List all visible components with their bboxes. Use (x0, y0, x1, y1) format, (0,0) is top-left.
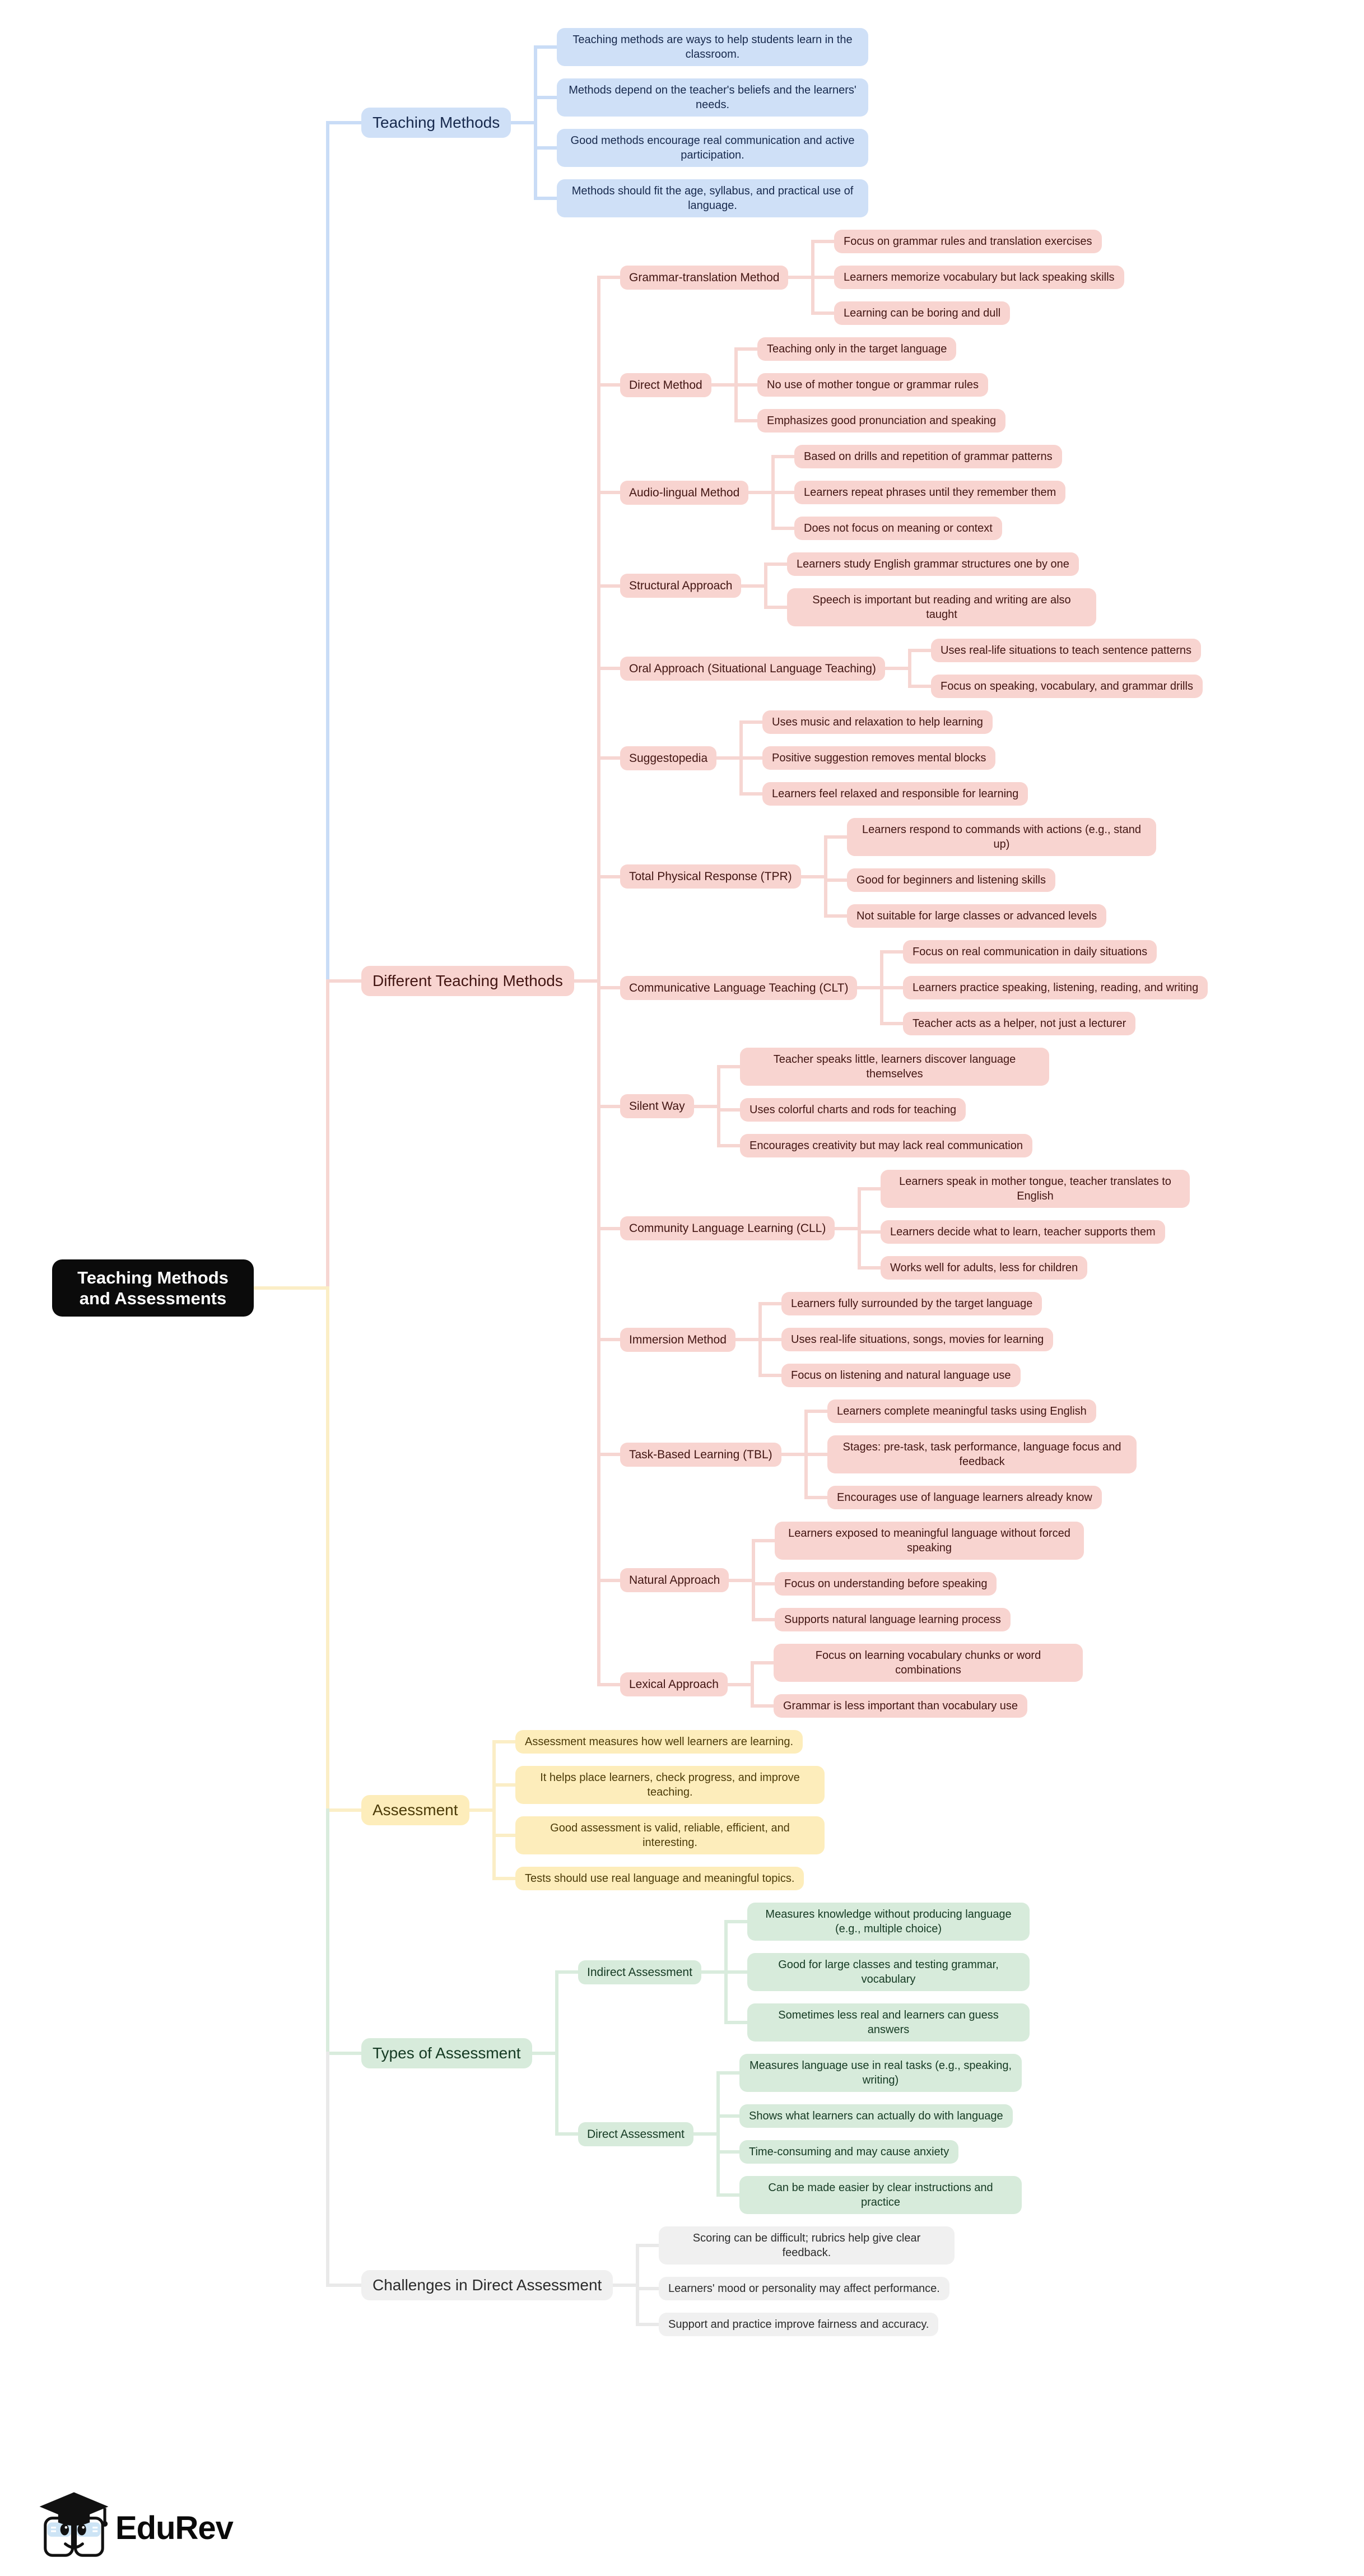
note-stages-pre-task-task-performance-language-: Stages: pre-task, task performance, language focus and feedback (827, 1435, 1137, 1473)
connector-line (693, 2132, 718, 2136)
connector-line (826, 878, 847, 882)
note-learners-memorize-vocabulary-but-lack-spea: Learners memorize vocabulary but lack speaking skills (834, 266, 1124, 289)
note-measures-knowledge-without-producing-langu: Measures knowledge without producing language (e.g., multiple choice) (747, 1903, 1030, 1941)
note-focus-on-listening-and-natural-language-us: Focus on listening and natural language use (781, 1364, 1021, 1387)
edurev-logo-text: EduRev (115, 2510, 233, 2546)
note-methods-depend-on-the-teacher-s-beliefs-an: Methods depend on the teacher's beliefs and the learners' needs. (557, 78, 868, 117)
note-learners-practice-speaking-listening-readi: Learners practice speaking, listening, reading, and writing (903, 976, 1208, 999)
connector-line (536, 146, 557, 150)
connector-line (599, 584, 620, 588)
connector-line (882, 986, 903, 989)
connector-line (724, 1920, 728, 2024)
note-no-use-of-mother-tongue-or-grammar-rules: No use of mother tongue or grammar rules (757, 373, 988, 397)
connector-line (758, 1302, 762, 1377)
note-uses-music-and-relaxation-to-help-learning: Uses music and relaxation to help learning (762, 710, 993, 734)
connector-line (859, 1230, 881, 1234)
connector-line (599, 1227, 620, 1230)
connector-line (857, 986, 882, 989)
note-methods-should-fit-the-age-syllabus-and-pr: Methods should fit the age, syllabus, and practical use of language. (557, 179, 868, 217)
method-lexical-approach: Lexical Approach (620, 1672, 728, 1696)
note-measures-language-use-in-real-tasks-e-g-sp: Measures language use in real tasks (e.g., speaking, writing) (739, 2054, 1022, 2092)
connector-line (882, 950, 903, 954)
branch-challenges-in-direct-assessment: Challenges in Direct Assessment (361, 2270, 613, 2300)
method-communicative-language-teaching-clt: Communicative Language Teaching (CLT) (620, 976, 857, 1000)
connector-line (726, 1920, 747, 1923)
connector-line (760, 1302, 781, 1305)
connector-line (811, 240, 814, 315)
connector-line (741, 584, 766, 588)
connector-line (718, 2193, 739, 2197)
method-task-based-learning-tbl: Task-Based Learning (TBL) (620, 1443, 781, 1467)
connector-line (726, 1970, 747, 1974)
connector-line (328, 2052, 361, 2055)
method-direct-method: Direct Method (620, 373, 711, 397)
note-learning-can-be-boring-and-dull: Learning can be boring and dull (834, 301, 1010, 325)
connector-line (885, 667, 910, 670)
note-focus-on-understanding-before-speaking: Focus on understanding before speaking (775, 1572, 997, 1596)
connector-line (734, 347, 738, 422)
note-tests-should-use-real-language-and-meaning: Tests should use real language and meaningful topics. (515, 1867, 804, 1890)
branch-different-teaching-methods: Different Teaching Methods (361, 966, 574, 996)
connector-line (752, 1539, 755, 1621)
connector-line (908, 649, 911, 688)
connector-line (536, 197, 557, 200)
note-learners-repeat-phrases-until-they-remembe: Learners repeat phrases until they remember them (794, 481, 1065, 504)
root-node: Teaching Methods and Assessments (52, 1259, 254, 1317)
connector-line (773, 491, 794, 494)
note-emphasizes-good-pronunciation-and-speaking: Emphasizes good pronunciation and speaking (757, 409, 1005, 433)
connector-line (753, 1582, 775, 1585)
note-assessment-measures-how-well-learners-are-: Assessment measures how well learners are learning. (515, 1730, 803, 1754)
note-learners-feel-relaxed-and-responsible-for-: Learners feel relaxed and responsible for learning (762, 782, 1028, 806)
connector-line (328, 1808, 361, 1812)
connector-line (741, 720, 762, 724)
connector-line (717, 1065, 720, 1147)
connector-line (599, 756, 620, 760)
connector-line (328, 2284, 361, 2287)
connector-line (859, 1266, 881, 1270)
method-oral-approach-situational-language-teachin: Oral Approach (Situational Language Teaching) (620, 657, 885, 681)
connector-line (781, 1453, 806, 1456)
connector-line (859, 1187, 881, 1191)
connector-line (788, 276, 813, 279)
note-time-consuming-and-may-cause-anxiety: Time-consuming and may cause anxiety (739, 2140, 958, 2164)
note-learners-complete-meaningful-tasks-using-e: Learners complete meaningful tasks using English (827, 1399, 1096, 1423)
connector-line (532, 2052, 557, 2055)
connector-line (729, 1579, 753, 1582)
connector-line (599, 1338, 620, 1341)
connector-line (694, 1105, 719, 1108)
connector-line (494, 1877, 515, 1880)
connector-line (813, 311, 834, 315)
connector-line (771, 455, 775, 530)
connector-line (806, 1410, 827, 1413)
connector-line (494, 1740, 515, 1743)
connector-line (599, 491, 620, 494)
connector-line (557, 2132, 578, 2136)
method-structural-approach: Structural Approach (620, 574, 741, 598)
note-based-on-drills-and-repetition-of-grammar-: Based on drills and repetition of grammar patterns (794, 445, 1062, 468)
connector-line (718, 2150, 739, 2154)
connector-line (813, 240, 834, 243)
connector-line (326, 2052, 329, 2287)
note-encourages-creativity-but-may-lack-real-co: Encourages creativity but may lack real communication (740, 1134, 1032, 1157)
connector-line (719, 1144, 740, 1147)
connector-line (599, 875, 620, 878)
connector-line (599, 383, 620, 387)
connector-line (534, 45, 537, 200)
note-learners-speak-in-mother-tongue-teacher-tr: Learners speak in mother tongue, teacher translates to English (881, 1170, 1190, 1208)
connector-line (716, 2071, 720, 2197)
connector-line (328, 121, 361, 124)
connector-line (494, 1834, 515, 1837)
note-uses-real-life-situations-to-teach-sentenc: Uses real-life situations to teach sentence patterns (931, 639, 1201, 662)
connector-line (599, 276, 620, 279)
connector-line (752, 1661, 774, 1664)
method-direct-assessment: Direct Assessment (578, 2122, 693, 2146)
branch-teaching-methods: Teaching Methods (361, 108, 511, 138)
connector-line (804, 1410, 808, 1499)
connector-line (599, 667, 620, 670)
connector-line (613, 2284, 637, 2287)
note-uses-real-life-situations-songs-movies-for: Uses real-life situations, songs, movies for learning (781, 1328, 1053, 1351)
note-supports-natural-language-learning-process: Supports natural language learning process (775, 1608, 1011, 1631)
note-good-for-large-classes-and-testing-grammar: Good for large classes and testing grammar, vocabulary (747, 1953, 1030, 1991)
note-focus-on-grammar-rules-and-translation-exe: Focus on grammar rules and translation exercises (834, 230, 1102, 253)
connector-line (753, 1539, 775, 1542)
note-works-well-for-adults-less-for-children: Works well for adults, less for children (881, 1256, 1087, 1280)
connector-line (801, 875, 826, 878)
connector-line (637, 2244, 659, 2247)
edurev-logo (38, 2491, 233, 2565)
note-encourages-use-of-language-learners-alread: Encourages use of language learners already know (827, 1486, 1102, 1509)
note-shows-what-learners-can-actually-do-with-l: Shows what learners can actually do with language (739, 2104, 1013, 2128)
method-audio-lingual-method: Audio-lingual Method (620, 481, 748, 505)
connector-line (637, 2287, 659, 2290)
method-grammar-translation-method: Grammar-translation Method (620, 266, 788, 290)
note-focus-on-real-communication-in-daily-situa: Focus on real communication in daily situations (903, 940, 1157, 964)
note-sometimes-less-real-and-learners-can-guess: Sometimes less real and learners can guess answers (747, 2003, 1030, 2042)
method-natural-approach: Natural Approach (620, 1568, 729, 1592)
connector-line (492, 1740, 496, 1880)
connector-line (766, 606, 787, 609)
connector-line (254, 1286, 328, 1290)
connector-line (741, 756, 762, 760)
method-immersion-method: Immersion Method (620, 1328, 735, 1352)
note-focus-on-learning-vocabulary-chunks-or-wor: Focus on learning vocabulary chunks or word combinations (774, 1644, 1083, 1682)
branch-types-of-assessment: Types of Assessment (361, 2038, 532, 2068)
note-positive-suggestion-removes-mental-blocks: Positive suggestion removes mental blocks (762, 746, 995, 770)
connector-line (597, 276, 600, 1686)
connector-line (826, 835, 847, 839)
connector-line (835, 1227, 859, 1230)
note-learners-study-english-grammar-structures-: Learners study English grammar structures one by one (787, 552, 1079, 576)
connector-line (536, 45, 557, 49)
connector-line (536, 96, 557, 99)
connector-line (736, 419, 757, 422)
connector-line (741, 792, 762, 796)
connector-line (719, 1108, 740, 1112)
note-focus-on-speaking-vocabulary-and-grammar-d: Focus on speaking, vocabulary, and grammar drills (931, 675, 1203, 698)
note-not-suitable-for-large-classes-or-advanced: Not suitable for large classes or advanced levels (847, 904, 1106, 928)
connector-line (557, 1970, 578, 1974)
connector-line (326, 121, 329, 983)
method-total-physical-response-tpr: Total Physical Response (TPR) (620, 864, 801, 889)
connector-line (736, 347, 757, 351)
connector-line (726, 2021, 747, 2024)
connector-line (718, 2071, 739, 2075)
note-can-be-made-easier-by-clear-instructions-a: Can be made easier by clear instructions and practice (739, 2176, 1022, 2214)
connector-line (766, 562, 787, 566)
method-silent-way: Silent Way (620, 1094, 694, 1118)
note-learners-decide-what-to-learn-teacher-supp: Learners decide what to learn, teacher supports them (881, 1220, 1165, 1244)
connector-line (599, 1579, 620, 1582)
connector-line (494, 1783, 515, 1787)
connector-line (701, 1970, 726, 1974)
note-learners-respond-to-commands-with-actions-: Learners respond to commands with actions (e.g., stand up) (847, 818, 1156, 856)
connector-line (910, 685, 931, 688)
connector-line (574, 979, 599, 983)
connector-line (748, 491, 773, 494)
note-does-not-focus-on-meaning-or-context: Does not focus on meaning or context (794, 517, 1002, 540)
note-good-for-beginners-and-listening-skills: Good for beginners and listening skills (847, 868, 1055, 892)
connector-line (735, 1338, 760, 1341)
connector-line (599, 1453, 620, 1456)
connector-line (326, 979, 329, 1290)
connector-line (880, 950, 883, 1025)
connector-line (751, 1661, 754, 1708)
connector-line (511, 121, 536, 124)
connector-line (806, 1453, 827, 1456)
note-speech-is-important-but-reading-and-writin: Speech is important but reading and writing are also taught (787, 588, 1096, 626)
connector-line (328, 979, 361, 983)
connector-line (813, 276, 834, 279)
connector-line (728, 1683, 752, 1686)
note-good-methods-encourage-real-communication-: Good methods encourage real communication and active participation. (557, 129, 868, 167)
connector-line (773, 527, 794, 530)
connector-line (599, 986, 620, 989)
note-teacher-acts-as-a-helper-not-just-a-lectur: Teacher acts as a helper, not just a lecturer (903, 1012, 1135, 1035)
connector-line (469, 1808, 494, 1812)
edurev-logo-icon (38, 2491, 110, 2565)
note-grammar-is-less-important-than-vocabulary-: Grammar is less important than vocabulary use (774, 1694, 1027, 1718)
note-teaching-methods-are-ways-to-help-students: Teaching methods are ways to help students learn in the classroom. (557, 28, 868, 66)
connector-line (753, 1618, 775, 1621)
connector-line (736, 383, 757, 387)
note-it-helps-place-learners-check-progress-and: It helps place learners, check progress, and improve teaching. (515, 1766, 825, 1804)
connector-line (858, 1187, 861, 1270)
note-learners-mood-or-personality-may-affect-pe: Learners' mood or personality may affect performance. (659, 2277, 949, 2300)
connector-line (910, 649, 931, 652)
connector-line (719, 1065, 740, 1068)
method-suggestopedia: Suggestopedia (620, 746, 716, 770)
note-teaching-only-in-the-target-language: Teaching only in the target language (757, 337, 956, 361)
note-support-and-practice-improve-fairness-and-: Support and practice improve fairness and accuracy. (659, 2313, 938, 2336)
note-good-assessment-is-valid-reliable-efficien: Good assessment is valid, reliable, efficient, and interesting. (515, 1816, 825, 1854)
connector-line (599, 1105, 620, 1108)
connector-line (826, 914, 847, 918)
connector-line (555, 1970, 558, 2136)
connector-line (711, 383, 736, 387)
connector-line (636, 2244, 639, 2326)
connector-line (824, 835, 827, 918)
connector-line (326, 1808, 329, 2055)
note-uses-colorful-charts-and-rods-for-teaching: Uses colorful charts and rods for teaching (740, 1098, 966, 1122)
connector-line (760, 1338, 781, 1341)
note-learners-fully-surrounded-by-the-target-la: Learners fully surrounded by the target language (781, 1292, 1042, 1315)
connector-line (760, 1374, 781, 1377)
connector-line (716, 756, 741, 760)
note-learners-exposed-to-meaningful-language-wi: Learners exposed to meaningful language without forced speaking (775, 1522, 1084, 1560)
connector-line (599, 1683, 620, 1686)
connector-line (718, 2114, 739, 2118)
connector-line (739, 720, 743, 796)
connector-line (806, 1496, 827, 1499)
branch-assessment: Assessment (361, 1795, 469, 1825)
note-scoring-can-be-difficult-rubrics-help-give: Scoring can be difficult; rubrics help give clear feedback. (659, 2226, 955, 2265)
method-indirect-assessment: Indirect Assessment (578, 1960, 701, 1984)
connector-line (882, 1022, 903, 1025)
note-teacher-speaks-little-learners-discover-la: Teacher speaks little, learners discover language themselves (740, 1048, 1049, 1086)
connector-line (637, 2323, 659, 2326)
connector-line (326, 1286, 329, 1812)
connector-line (764, 562, 767, 609)
connector-line (773, 455, 794, 458)
method-community-language-learning-cll: Community Language Learning (CLL) (620, 1216, 835, 1240)
connector-line (752, 1704, 774, 1708)
